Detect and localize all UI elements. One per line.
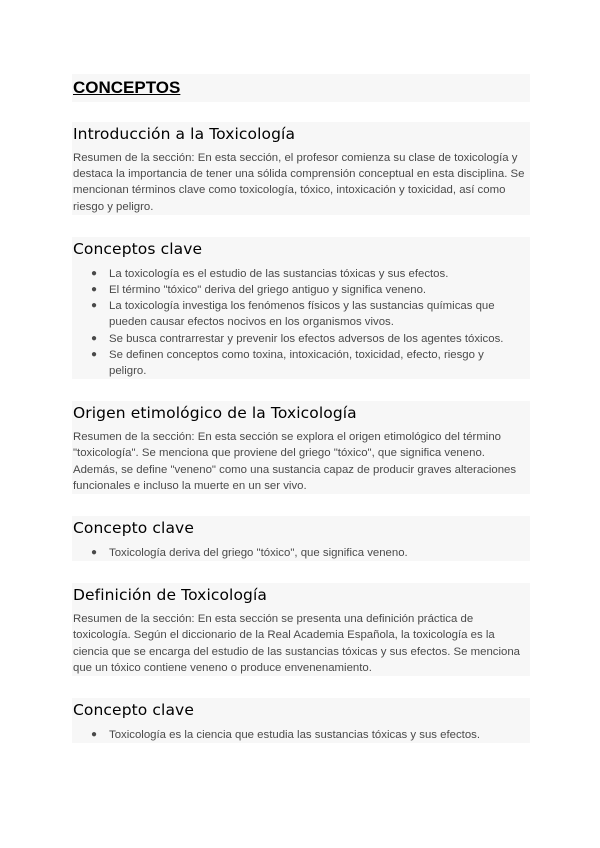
section-summary: Resumen de la sección: En esta sección se explora el origen etimológico del término "toxicología". Se menciona que proviene del griego "tóxico", que significa veneno. Además, se define "veneno" como una sustancia capaz de producir graves alteraciones funcionales e incluso la muerte en un ser vivo. (73, 431, 517, 492)
list-item: ● El término "tóxico" deriva del griego antiguo y significa veneno. (73, 282, 528, 298)
section-concepto-clave-2 (72, 698, 530, 743)
list-item: ● Toxicología deriva del griego "tóxico", que significa veneno. (73, 545, 528, 561)
section-heading: Concepto clave (73, 519, 194, 538)
section-origen-etimologico (72, 401, 530, 494)
list-item: ● La toxicología investiga los fenómenos físicos y las sustancias químicas que pueden causar efectos nocivos en los organismos vivos. (91, 300, 495, 329)
section-heading: Origen etimológico de la Toxicología (73, 404, 357, 423)
bullet-icon: ● (91, 332, 98, 344)
bullet-list (73, 727, 528, 743)
bullet-icon: ● (91, 729, 98, 741)
bullet-list (73, 545, 528, 561)
bullet-list (73, 266, 528, 379)
list-item: ● Se definen conceptos como toxina, intoxicación, toxicidad, efecto, riesgo y peligro. (91, 348, 484, 378)
bullet-icon: ● (91, 348, 98, 360)
section-summary: Resumen de la sección: En esta sección, el profesor comienza su clase de toxicología y destaca la importancia de tener una sólida comprensión conceptual en esta disciplina. Se mencionan términos clave como toxicología, tóxico, intoxicación y toxicidad, así como riesgo y peligro. (73, 152, 525, 213)
section-introduccion (72, 122, 530, 215)
bullet-icon: ● (91, 267, 98, 279)
section-heading: Conceptos clave (73, 239, 203, 258)
list-item: ● La toxicología es el estudio de las sustancias tóxicas y sus efectos. (73, 266, 528, 282)
section-concepto-clave-1 (72, 516, 530, 561)
section-definicion (72, 583, 530, 676)
bullet-icon: ● (91, 284, 98, 296)
section-heading: Definición de Toxicología (73, 586, 267, 605)
list-item: ● Se busca contrarrestar y prevenir los efectos adversos de los agentes tóxicos. (73, 331, 528, 347)
section-heading: Introducción a la Toxicología (73, 125, 296, 143)
list-item: ● Toxicología es la ciencia que estudia las sustancias tóxicas y sus efectos. (73, 727, 528, 743)
section-heading: Concepto clave (73, 701, 194, 720)
bullet-icon: ● (91, 547, 98, 559)
document-page (72, 74, 530, 743)
bullet-icon: ● (91, 300, 98, 312)
document-title: CONCEPTOS (72, 74, 530, 102)
section-conceptos-clave (72, 237, 530, 379)
section-summary: Resumen de la sección: En esta sección se presenta una definición práctica de toxicología. Según el diccionario de la Real Academia Española, la toxicología es la ciencia que se encarga del estudio de las sustancias tóxicas y sus efectos. Se menciona que un tóxico contiene veneno o produce envenenamiento. (73, 613, 521, 674)
